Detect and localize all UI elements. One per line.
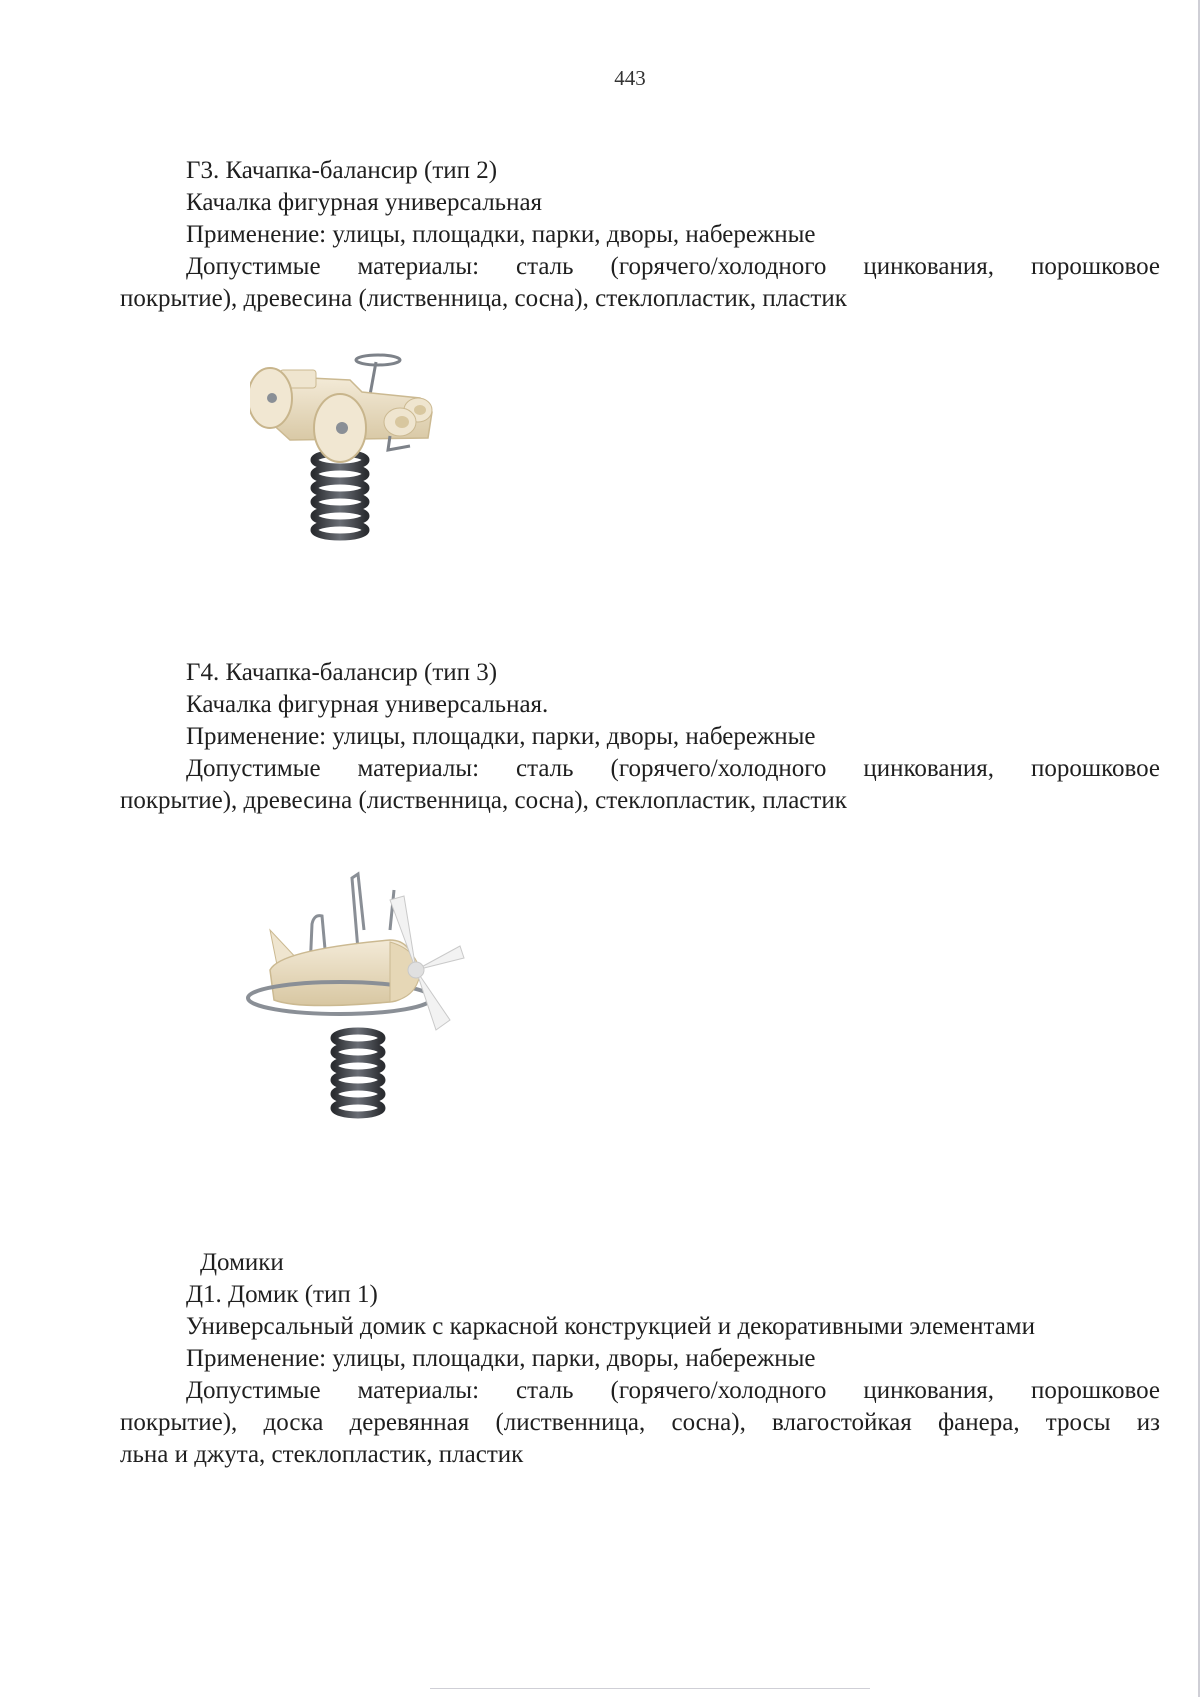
- scan-edge-bottom: [430, 1688, 870, 1689]
- airplane-spring-rocker-illustration: [240, 870, 480, 1140]
- car-spring-rocker-illustration: [250, 350, 490, 560]
- wheel-front: [314, 394, 366, 462]
- wheel-back: [250, 368, 292, 428]
- item-subtitle: Универсальный домик с каркасной конструкцией и декоративными элементами: [186, 1313, 1035, 1340]
- item-materials-line-1: Допустимые материалы: сталь (горячего/холодного цинкования, порошковое: [186, 253, 1160, 280]
- steering-wheel: [356, 355, 400, 395]
- item-title: Д1. Домик (тип 1): [186, 1281, 378, 1308]
- item-title: Г3. Качапка-балансир (тип 2): [186, 157, 498, 184]
- item-materials-line-1: Допустимые материалы: сталь (горячего/холодного цинкования, порошковое: [186, 1377, 1160, 1404]
- item-application: Применение: улицы, площадки, парки, дворы, набережные: [186, 1345, 816, 1372]
- item-subtitle: Качалка фигурная универсальная.: [186, 691, 549, 718]
- item-materials-line-2: покрытие), древесина (лиственница, сосна), стеклопластик, пластик: [120, 787, 847, 814]
- spring: [334, 1031, 382, 1115]
- item-application: Применение: улицы, площадки, парки, дворы, набережные: [186, 221, 816, 248]
- item-materials-line-1: Допустимые материалы: сталь (горячего/холодного цинкования, порошковое: [186, 755, 1160, 782]
- section-g3: [120, 155, 1160, 315]
- section-houses: [120, 1247, 1160, 1471]
- spring: [314, 453, 366, 537]
- section-heading: Домики: [200, 1249, 284, 1276]
- item-application: Применение: улицы, площадки, парки, дворы, набережные: [186, 723, 816, 750]
- item-subtitle: Качалка фигурная универсальная: [186, 189, 543, 216]
- section-g4: [120, 657, 1160, 817]
- item-title: Г4. Качапка-балансир (тип 3): [186, 659, 498, 686]
- page-number: 443: [614, 66, 646, 90]
- item-materials-line-2: покрытие), древесина (лиственница, сосна), стеклопластик, пластик: [120, 285, 847, 312]
- item-materials-line-2: покрытие), доска деревянная (лиственница, сосна), влагостойкая фанера, тросы из: [120, 1409, 1160, 1436]
- item-materials-line-3: льна и джута, стеклопластик, пластик: [120, 1441, 524, 1468]
